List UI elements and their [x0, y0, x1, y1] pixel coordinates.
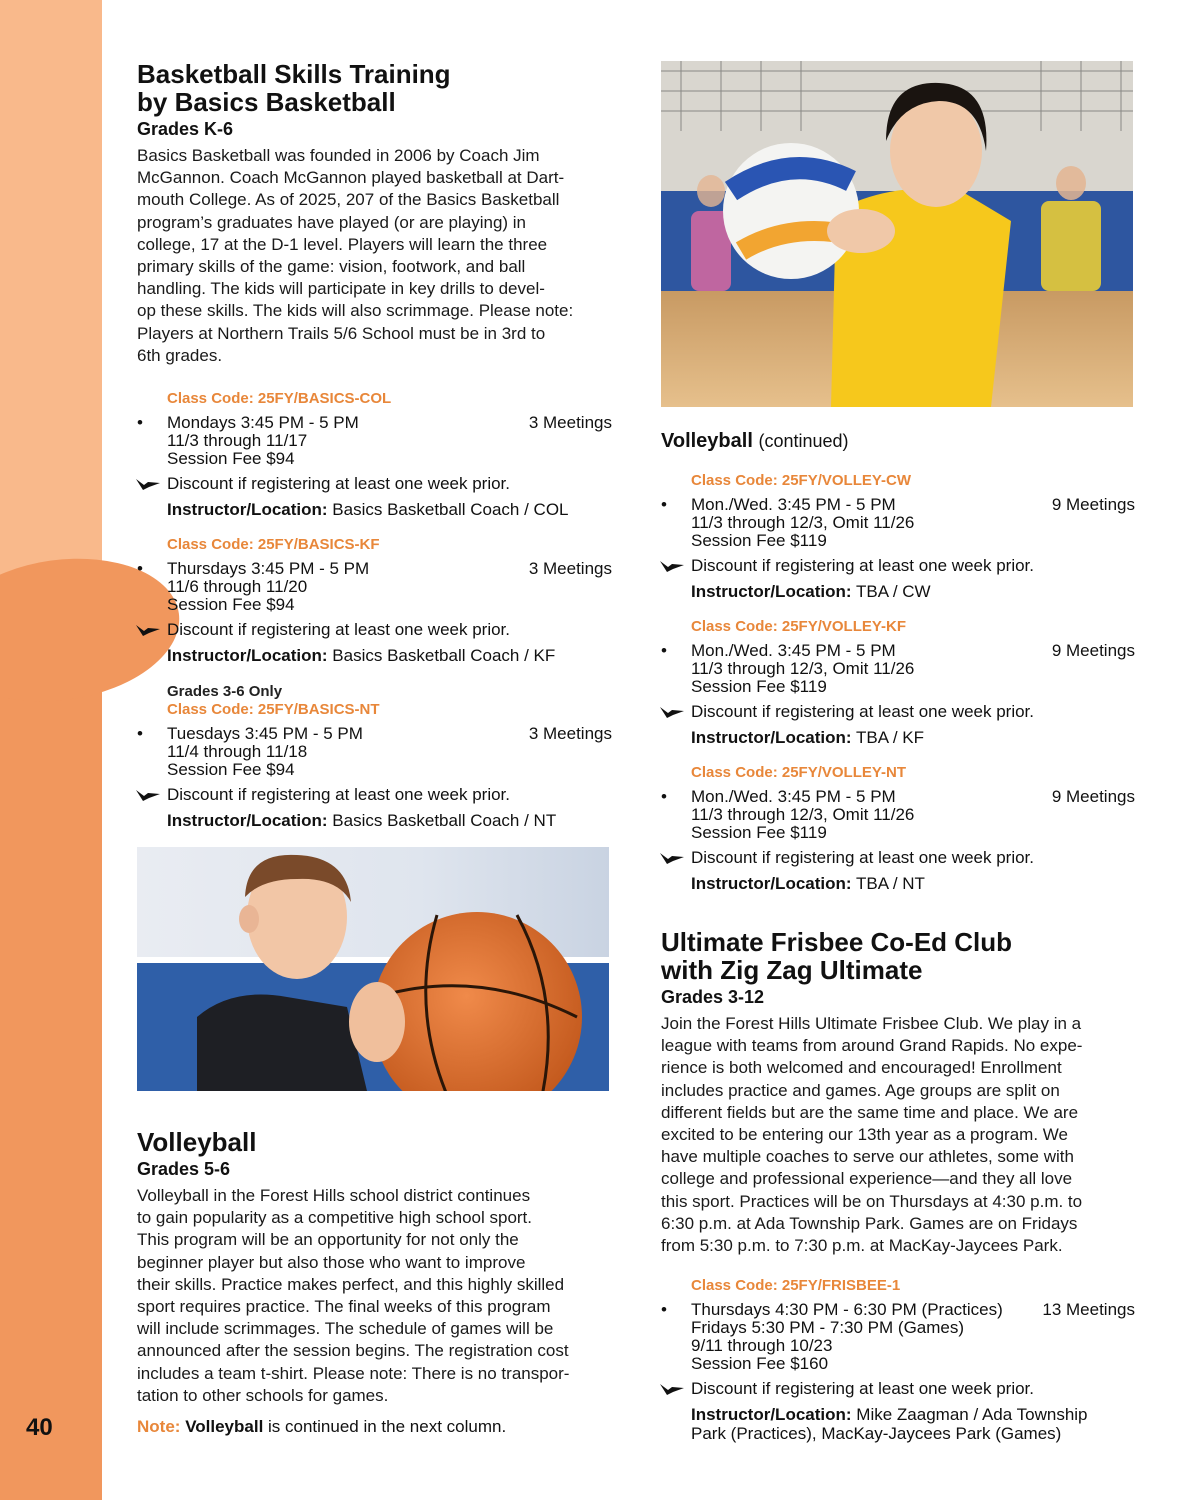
hand-pointing-icon — [135, 623, 161, 637]
instructor-value: Basics Basketball Coach / KF — [332, 646, 556, 665]
class-dates: 11/3 through 12/3, Omit 11/26 — [691, 513, 915, 532]
class-instructor — [167, 500, 612, 520]
instructor-value: Basics Basketball Coach / NT — [332, 811, 557, 830]
class-schedule: Mon./Wed. 3:45 PM - 5 PM — [691, 787, 896, 806]
side-band-upper — [0, 0, 102, 640]
desc-line: have multiple coaches to serve our athletes, some with — [661, 1147, 1074, 1167]
class-code: Class Code: 25FY/BASICS-COL — [167, 390, 392, 407]
frisbee-grades: Grades 3-12 — [661, 987, 765, 1007]
hand-pointing-icon — [135, 788, 161, 802]
class-schedule: Mondays 3:45 PM - 5 PM — [167, 413, 359, 432]
class-discount — [691, 702, 1135, 722]
desc-line: college, 17 at the D-1 level. Players will learn the three — [137, 234, 548, 254]
continued-suffix: (continued) — [758, 431, 849, 451]
desc-line: their skills. Practice makes perfect, and this highly skilled — [137, 1274, 565, 1294]
instructor-value: TBA / NT — [855, 874, 925, 893]
instructor-value: TBA / CW — [855, 582, 931, 601]
note-label: Note: — [137, 1417, 181, 1437]
class-meetings: 3 Meetings — [528, 724, 612, 743]
instructor-label: Instructor/Location: — [167, 811, 328, 830]
class-dates: 11/4 through 11/18 — [167, 742, 308, 761]
bullet-icon: • — [137, 724, 143, 743]
desc-line: program’s graduates have played (or are playing) in — [137, 212, 527, 232]
note-bold: Volleyball — [185, 1417, 264, 1437]
desc-line: 6th grades. — [137, 345, 223, 365]
class-code: Class Code: 25FY/VOLLEY-NT — [691, 764, 907, 781]
class-instructor — [167, 811, 612, 831]
class-code: Class Code: 25FY/FRISBEE-1 — [691, 1277, 901, 1294]
class-instructor — [691, 582, 1135, 602]
desc-line: McGannon. Coach McGannon played basketball at Dart- — [137, 168, 565, 188]
basketball-photo — [137, 847, 609, 1091]
class-schedule-row — [661, 641, 1135, 660]
class-schedule: Thursdays 4:30 PM - 6:30 PM (Practices) — [691, 1300, 1003, 1319]
class-dates: 11/6 through 11/20 — [167, 577, 308, 596]
class-grade-note: Grades 3-6 Only — [167, 683, 283, 700]
frisbee-section — [661, 928, 1135, 1257]
class-schedule: Thursdays 3:45 PM - 5 PM — [167, 559, 370, 578]
class-block-basics-nt — [137, 683, 612, 831]
class-instructor — [691, 874, 1135, 894]
instructor-label: Instructor/Location: — [167, 646, 328, 665]
discount-text: Discount if registering at least one week prior. — [167, 785, 511, 804]
desc-line: 6:30 p.m. at Ada Township Park. Games are on Fridays — [661, 1213, 1078, 1233]
class-discount — [691, 1379, 1135, 1399]
instructor-value-line2: Park (Practices), MacKay-Jaycees Park (Games) — [691, 1424, 1062, 1443]
class-fee: Session Fee $94 — [167, 595, 295, 614]
volleyball-continued-note — [137, 1417, 612, 1437]
class-schedule-row — [137, 559, 612, 578]
class-schedule: Tuesdays 3:45 PM - 5 PM — [167, 724, 363, 743]
volleyball-grades: Grades 5-6 — [137, 1159, 231, 1179]
class-code: Class Code: 25FY/VOLLEY-CW — [691, 472, 912, 489]
class-discount — [167, 620, 612, 640]
frisbee-title-line2: with Zig Zag Ultimate — [661, 955, 923, 985]
page-number: 40 — [26, 1414, 53, 1441]
instructor-value: Basics Basketball Coach / COL — [332, 500, 569, 519]
desc-line: Volleyball in the Forest Hills school district continues — [137, 1186, 531, 1205]
desc-line: beginner player but also those who want to improve — [137, 1252, 526, 1272]
hand-pointing-icon — [659, 851, 685, 865]
hand-pointing-icon — [659, 705, 685, 719]
bullet-icon: • — [137, 559, 143, 578]
desc-line: college and professional experience—and they all love — [661, 1169, 1073, 1189]
instructor-label: Instructor/Location: — [167, 500, 328, 519]
class-block-volley-kf — [661, 618, 1135, 748]
class-code: Class Code: 25FY/BASICS-KF — [167, 536, 380, 553]
class-schedule-row — [661, 495, 1135, 514]
basketball-grades: Grades K-6 — [137, 119, 234, 139]
bullet-icon: • — [137, 413, 143, 432]
hand-pointing-icon — [659, 559, 685, 573]
desc-line: from 5:30 p.m. to 7:30 p.m. at MacKay-Jaycees Park. — [661, 1236, 1063, 1256]
frisbee-description — [661, 1013, 1135, 1257]
class-fee: Session Fee $119 — [691, 677, 827, 696]
note-rest: is continued in the next column. — [263, 1417, 507, 1437]
class-schedule-row — [137, 413, 612, 432]
discount-text: Discount if registering at least one week prior. — [691, 556, 1035, 575]
class-fee: Session Fee $94 — [167, 760, 295, 779]
instructor-value: Mike Zaagman / Ada Township — [856, 1405, 1088, 1424]
desc-line: handling. The kids will participate in key drills to devel- — [137, 279, 545, 299]
class-dates: 11/3 through 12/3, Omit 11/26 — [691, 659, 915, 678]
class-meetings: 3 Meetings — [528, 559, 612, 578]
desc-line: sport requires practice. The final weeks of this program — [137, 1297, 551, 1317]
instructor-label: Instructor/Location: — [691, 1405, 852, 1424]
class-block-volley-cw — [661, 472, 1135, 602]
desc-line: Join the Forest Hills Ultimate Frisbee Club. We play in a — [661, 1014, 1082, 1033]
volleyball-continued-section — [661, 430, 1135, 453]
desc-line: rience is both welcomed and encouraged! Enrollment — [661, 1058, 1062, 1078]
class-instructor — [691, 1405, 1135, 1443]
class-dates: 9/11 through 10/23 — [691, 1336, 833, 1355]
discount-text: Discount if registering at least one week prior. — [691, 848, 1035, 867]
class-code: Class Code: 25FY/VOLLEY-KF — [691, 618, 907, 635]
class-schedule: Mon./Wed. 3:45 PM - 5 PM — [691, 641, 896, 660]
basketball-photo-illustration — [137, 847, 609, 1091]
frisbee-title-line1: Ultimate Frisbee Co-Ed Club — [661, 927, 1013, 957]
class-schedule-games: Fridays 5:30 PM - 7:30 PM (Games) — [691, 1318, 965, 1337]
bullet-icon: • — [661, 495, 667, 514]
hand-pointing-icon — [659, 1382, 685, 1396]
desc-line: will include scrimmages. The schedule of games will be — [137, 1319, 554, 1339]
desc-line: to gain popularity as a competitive high school sport. — [137, 1208, 533, 1228]
discount-text: Discount if registering at least one week prior. — [167, 620, 511, 639]
discount-text: Discount if registering at least one week prior. — [691, 1379, 1035, 1398]
discount-text: Discount if registering at least one week prior. — [691, 702, 1035, 721]
hand-pointing-icon — [135, 477, 161, 491]
desc-line: excited to be entering our 13th year as a program. We — [661, 1125, 1068, 1145]
volleyball-photo-illustration — [661, 61, 1133, 407]
basketball-title-line1: Basketball Skills Training — [137, 59, 451, 89]
desc-line: Players at Northern Trails 5/6 School must be in 3rd to — [137, 323, 546, 343]
class-discount — [167, 474, 612, 494]
class-dates: 11/3 through 12/3, Omit 11/26 — [691, 805, 915, 824]
volleyball-description — [137, 1185, 612, 1407]
desc-line: Basics Basketball was founded in 2006 by Coach Jim — [137, 146, 540, 165]
class-block-basics-col — [137, 390, 612, 520]
class-discount — [167, 785, 612, 805]
desc-line: op these skills. The kids will also scrimmage. Please note: — [137, 301, 574, 321]
volleyball-continued-title — [661, 430, 1135, 453]
continued-title: Volleyball — [661, 430, 753, 452]
bullet-icon: • — [661, 1300, 667, 1319]
basketball-title-line2: by Basics Basketball — [137, 87, 396, 117]
desc-line: league with teams from around Grand Rapids. No expe- — [661, 1036, 1083, 1056]
class-fee: Session Fee $94 — [167, 449, 295, 468]
class-instructor — [691, 728, 1135, 748]
desc-line: this sport. Practices will be on Thursdays at 4:30 p.m. to — [661, 1191, 1083, 1211]
instructor-label: Instructor/Location: — [691, 582, 852, 601]
class-discount — [691, 556, 1135, 576]
desc-line: mouth College. As of 2025, 207 of the Basics Basketball — [137, 190, 560, 210]
class-instructor — [167, 646, 612, 666]
instructor-value: TBA / KF — [855, 728, 925, 747]
discount-text: Discount if registering at least one week prior. — [167, 474, 511, 493]
desc-line: tation to other schools for games. — [137, 1385, 389, 1405]
class-meetings: 9 Meetings — [1051, 495, 1135, 514]
desc-line: includes practice and games. Age groups are split on — [661, 1080, 1060, 1100]
class-block-basics-kf — [137, 536, 612, 666]
class-fee: Session Fee $160 — [691, 1354, 829, 1373]
class-code: Class Code: 25FY/BASICS-NT — [167, 701, 380, 718]
desc-line: This program will be an opportunity for not only the — [137, 1230, 519, 1250]
class-schedule: Mon./Wed. 3:45 PM - 5 PM — [691, 495, 896, 514]
desc-line: includes a team t-shirt. Please note: There is no transpor- — [137, 1363, 570, 1383]
desc-line: announced after the session begins. The registration cost — [137, 1341, 569, 1361]
side-band — [0, 0, 102, 1500]
class-dates: 11/3 through 11/17 — [167, 431, 308, 450]
bullet-icon: • — [661, 641, 667, 660]
class-meetings: 9 Meetings — [1051, 787, 1135, 806]
basketball-section — [137, 60, 612, 367]
desc-line: primary skills of the game: vision, footwork, and ball — [137, 257, 526, 277]
instructor-label: Instructor/Location: — [691, 728, 852, 747]
volleyball-section — [137, 1128, 612, 1437]
volleyball-photo — [661, 61, 1133, 407]
bullet-icon: • — [661, 787, 667, 806]
class-discount — [691, 848, 1135, 868]
desc-line: different fields but are the same time and place. We are — [661, 1102, 1079, 1122]
class-fee: Session Fee $119 — [691, 531, 827, 550]
class-fee: Session Fee $119 — [691, 823, 827, 842]
instructor-label: Instructor/Location: — [691, 874, 852, 893]
basketball-description — [137, 145, 612, 367]
class-meetings: 13 Meetings — [1042, 1300, 1135, 1319]
class-block-frisbee-1 — [661, 1277, 1135, 1443]
class-meetings: 9 Meetings — [1051, 641, 1135, 660]
class-meetings: 3 Meetings — [528, 413, 612, 432]
class-schedule-row — [661, 1300, 1135, 1319]
volleyball-title: Volleyball — [137, 1127, 257, 1157]
class-block-volley-nt — [661, 764, 1135, 894]
class-schedule-row — [661, 787, 1135, 806]
class-schedule-row — [137, 724, 612, 743]
